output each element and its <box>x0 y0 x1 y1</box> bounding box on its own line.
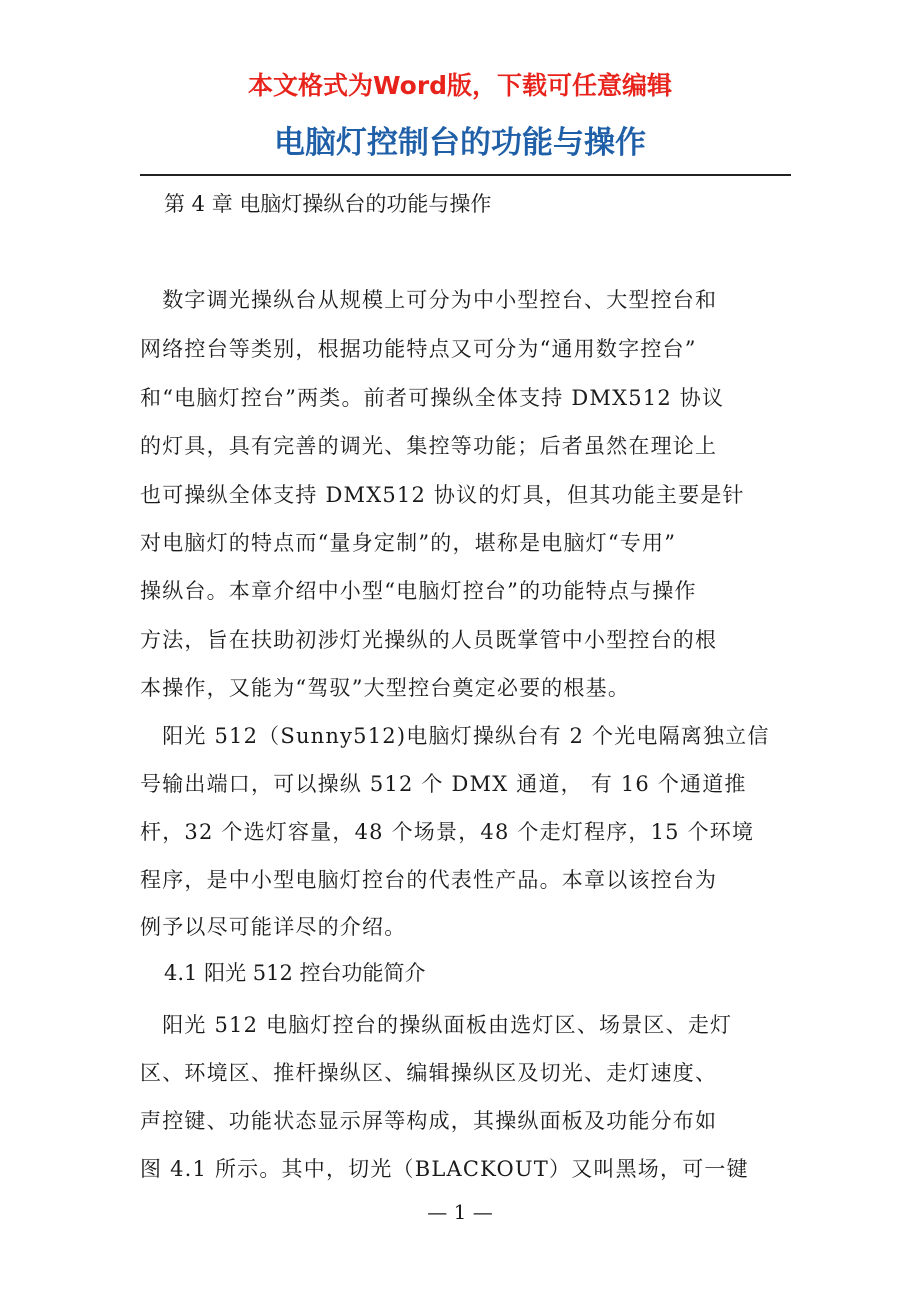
paragraph-2-line-2: 号输出端口，可以操纵 512 个 DMX 通道， 有 16 个通道推 <box>140 772 747 796</box>
paragraph-3-line-2: 区、环境区、推杆操纵区、编辑操纵区及切光、走灯速度、 <box>140 1061 718 1085</box>
paragraph-3-line-4: 图 4.1 所示。其中，切光（BLACKOUT）又叫黑场，可一键 <box>140 1157 749 1181</box>
title-divider <box>140 174 791 176</box>
paragraph-1-line-2: 网络控台等类别，根据功能特点又可分为“通用数字控台” <box>140 337 697 361</box>
paragraph-3-line-1: 阳光 512 电脑灯控台的操纵面板由选灯区、场景区、走灯 <box>140 1013 733 1037</box>
paragraph-1-line-5: 也可操纵全体支持 DMX512 协议的灯具，但其功能主要是针 <box>140 483 745 507</box>
download-banner: 本文格式为Word版，下载可任意编辑 <box>247 71 673 100</box>
paragraph-3-line-3: 声控键、功能状态显示屏等构成，其操纵面板及功能分布如 <box>140 1109 718 1133</box>
paragraph-1-line-6: 对电脑灯的特点而“量身定制”的，堪称是电脑灯“专用” <box>140 531 677 555</box>
chapter-heading: 第 4 章 电脑灯操纵台的功能与操作 <box>164 192 492 216</box>
document-title: 电脑灯控制台的功能与操作 <box>274 125 646 161</box>
paragraph-2-line-3: 杆，32 个选灯容量，48 个场景，48 个走灯程序，15 个环境 <box>140 820 755 844</box>
page-number: — 1 — <box>427 1200 493 1224</box>
paragraph-2-line-5: 例予以尽可能详尽的介绍。 <box>140 915 407 939</box>
paragraph-1-line-9: 本操作，又能为“驾驭”大型控台奠定必要的根基。 <box>140 676 631 700</box>
paragraph-1-line-1: 数字调光操纵台从规模上可分为中小型控台、大型控台和 <box>140 288 718 312</box>
paragraph-2-line-4: 程序，是中小型电脑灯控台的代表性产品。本章以该控台为 <box>140 868 718 892</box>
section-heading: 4.1 阳光 512 控台功能简介 <box>164 961 426 985</box>
paragraph-1-line-7: 操纵台。本章介绍中小型“电脑灯控台”的功能特点与操作 <box>140 579 697 603</box>
paragraph-1-line-8: 方法，旨在扶助初涉灯光操纵的人员既掌管中小型控台的根 <box>140 628 718 652</box>
paragraph-1-line-4: 的灯具，具有完善的调光、集控等功能；后者虽然在理论上 <box>140 434 718 458</box>
paragraph-1-line-3: 和“电脑灯控台”两类。前者可操纵全体支持 DMX512 协议 <box>140 386 725 410</box>
paragraph-2-line-1: 阳光 512（Sunny512)电脑灯操纵台有 2 个光电隔离独立信 <box>140 724 770 748</box>
